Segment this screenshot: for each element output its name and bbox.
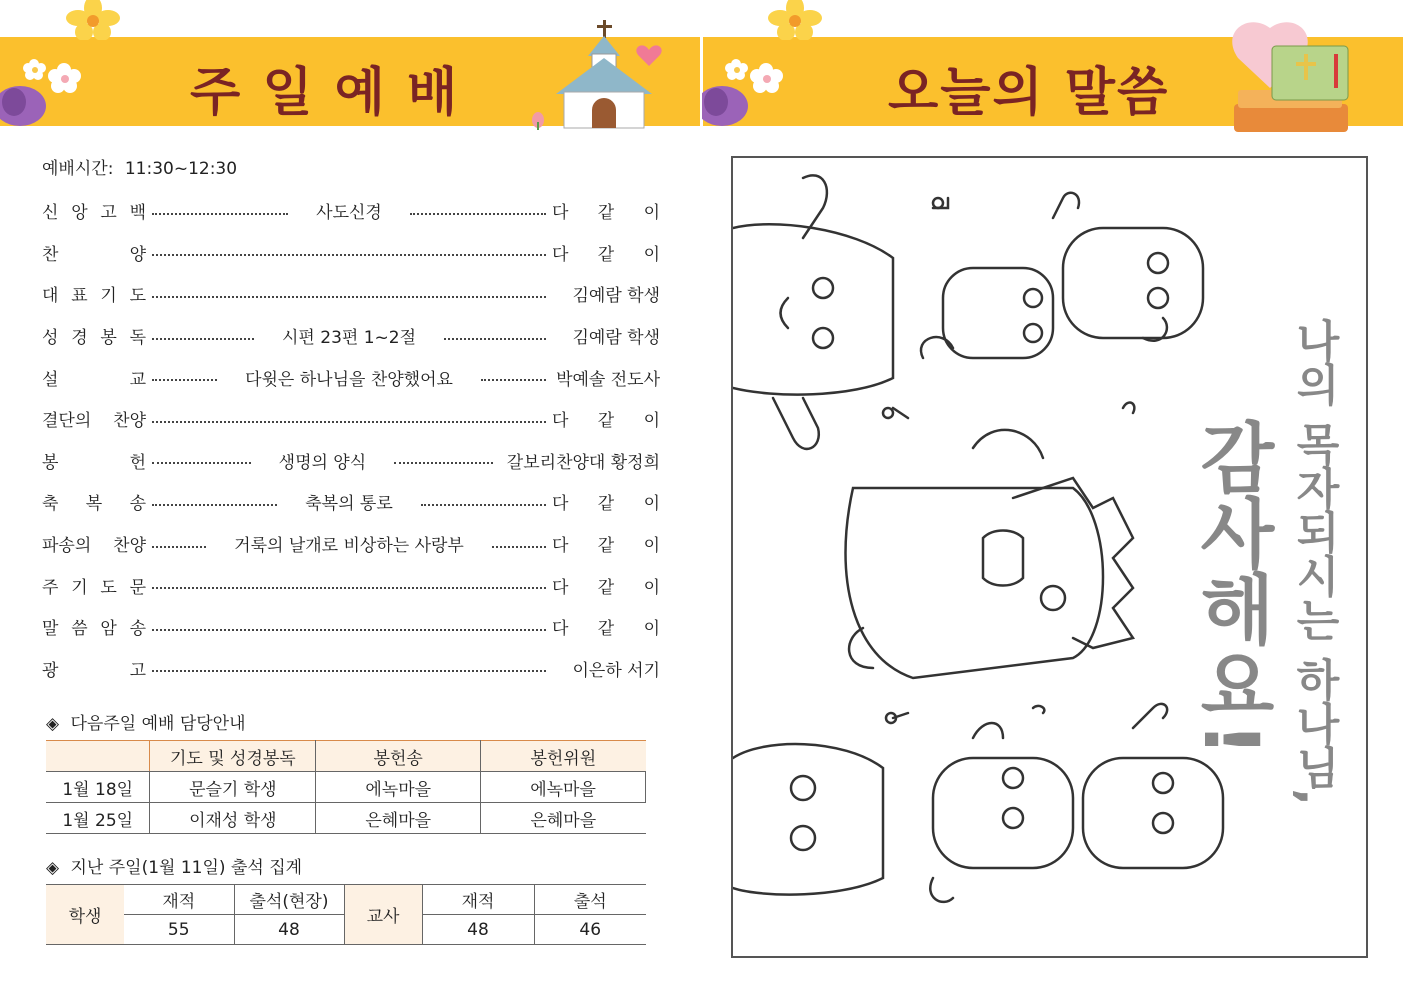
student-label: 학생	[46, 885, 124, 945]
table-cell: 48	[234, 915, 344, 945]
order-person: 다 같 이	[552, 536, 660, 557]
order-label: 찬 양	[42, 244, 146, 265]
table-cell: 에녹마을	[481, 772, 646, 803]
table-cell: 문슬기 학생	[150, 772, 316, 803]
table-row	[46, 803, 646, 834]
order-text: 시편 23편 1~2절	[282, 328, 417, 349]
order-label: 대 표 기 도	[42, 286, 146, 307]
next-duty-table	[46, 740, 646, 834]
coloring-text-line-1: 나의 목자되시는 하나님,	[1288, 318, 1339, 806]
order-person: 다 같 이	[552, 494, 660, 515]
next-duty-heading-text: 다음주일 예배 담당안내	[70, 714, 246, 734]
table-header-cell: 기도 및 성경봉독	[150, 741, 316, 772]
order-person: 다 같 이	[552, 577, 660, 598]
yellow-flower-icon	[58, 0, 128, 40]
worship-order-row	[42, 190, 660, 232]
right-banner-title: 오늘의 말씀	[888, 63, 1170, 123]
table-cell: 48	[422, 915, 534, 945]
table-header-cell: 출석(현장)	[234, 885, 344, 915]
flower-cluster-icon	[0, 40, 90, 128]
worship-order-row	[42, 564, 660, 606]
order-text: 생명의 양식	[278, 452, 367, 473]
attendance-table	[46, 884, 646, 945]
teacher-label: 교사	[344, 885, 422, 945]
table-cell: 은혜마을	[481, 803, 646, 834]
table-header-row	[46, 741, 646, 772]
table-header-row	[46, 885, 646, 915]
order-label: 말 씀 암 송	[42, 619, 146, 640]
bible-book-icon	[1222, 14, 1352, 140]
worship-order-row	[42, 398, 660, 440]
worship-order-row	[42, 315, 660, 357]
order-person: 갈보리찬양대 황정희	[506, 452, 660, 473]
order-label: 결단의 찬양	[42, 411, 146, 432]
left-banner-title: 주 일 예 배	[190, 63, 460, 123]
order-person: 김예람 학생	[572, 328, 660, 349]
worship-order-row	[42, 523, 660, 565]
table-header-cell: 재적	[124, 885, 234, 915]
table-header-cell: 재적	[422, 885, 534, 915]
worship-order-row	[42, 648, 660, 690]
worship-order-row	[42, 440, 660, 482]
order-person: 다 같 이	[552, 411, 660, 432]
worship-order-row	[42, 606, 660, 648]
order-label: 주 기 도 문	[42, 577, 146, 598]
order-text: 다윗은 하나님을 찬양했어요	[245, 369, 453, 390]
table-header-cell: 출석	[534, 885, 646, 915]
order-person: 다 같 이	[552, 203, 660, 224]
coloring-page-frame	[731, 156, 1368, 958]
table-row	[46, 772, 646, 803]
church-icon	[522, 18, 682, 130]
order-label: 신 앙 고 백	[42, 203, 146, 224]
table-cell: 1월 25일	[46, 803, 150, 834]
worship-time	[42, 154, 237, 179]
yellow-flower-icon	[760, 0, 830, 40]
order-person: 이은하 서기	[572, 660, 660, 681]
worship-order-row	[42, 356, 660, 398]
diamond-bullet-icon: ◈	[46, 714, 60, 734]
worship-order-row	[42, 232, 660, 274]
order-label: 광 고	[42, 660, 146, 681]
order-person: 다 같 이	[552, 619, 660, 640]
coloring-text-line-2: 감사해요!	[1187, 418, 1276, 757]
table-header-cell	[46, 741, 150, 772]
table-cell: 46	[534, 915, 646, 945]
order-text: 사도신경	[316, 203, 382, 224]
order-text: 거룩의 날개로 비상하는 사랑부	[234, 536, 464, 557]
order-label: 파송의 찬양	[42, 536, 146, 557]
attendance-heading	[46, 853, 302, 878]
order-label: 축 복 송	[42, 494, 146, 515]
attendance-heading-text: 지난 주일(1월 11일) 출석 집계	[70, 858, 303, 878]
diamond-bullet-icon: ◈	[46, 858, 60, 878]
order-person: 김예람 학생	[572, 286, 660, 307]
flower-cluster-icon	[702, 40, 792, 128]
order-person: 다 같 이	[552, 244, 660, 265]
worship-order-list	[42, 190, 660, 689]
table-header-cell: 봉헌위원	[481, 741, 646, 772]
table-cell: 에녹마을	[316, 772, 481, 803]
worship-order-row	[42, 273, 660, 315]
table-cell: 55	[124, 915, 234, 945]
table-header-cell: 봉헌송	[316, 741, 481, 772]
worship-time-label: 예배시간:	[42, 159, 114, 179]
worship-order-row	[42, 481, 660, 523]
order-label: 봉 헌	[42, 452, 146, 473]
table-cell: 은혜마을	[316, 803, 481, 834]
order-label: 설 교	[42, 369, 146, 390]
order-text: 축복의 통로	[305, 494, 393, 515]
order-label: 성 경 봉 독	[42, 328, 146, 349]
table-cell: 1월 18일	[46, 772, 150, 803]
worship-time-value: 11:30~12:30	[124, 159, 238, 179]
next-duty-heading	[46, 709, 246, 734]
order-person: 박예솔 전도사	[556, 369, 660, 390]
table-cell: 이재성 학생	[150, 803, 316, 834]
